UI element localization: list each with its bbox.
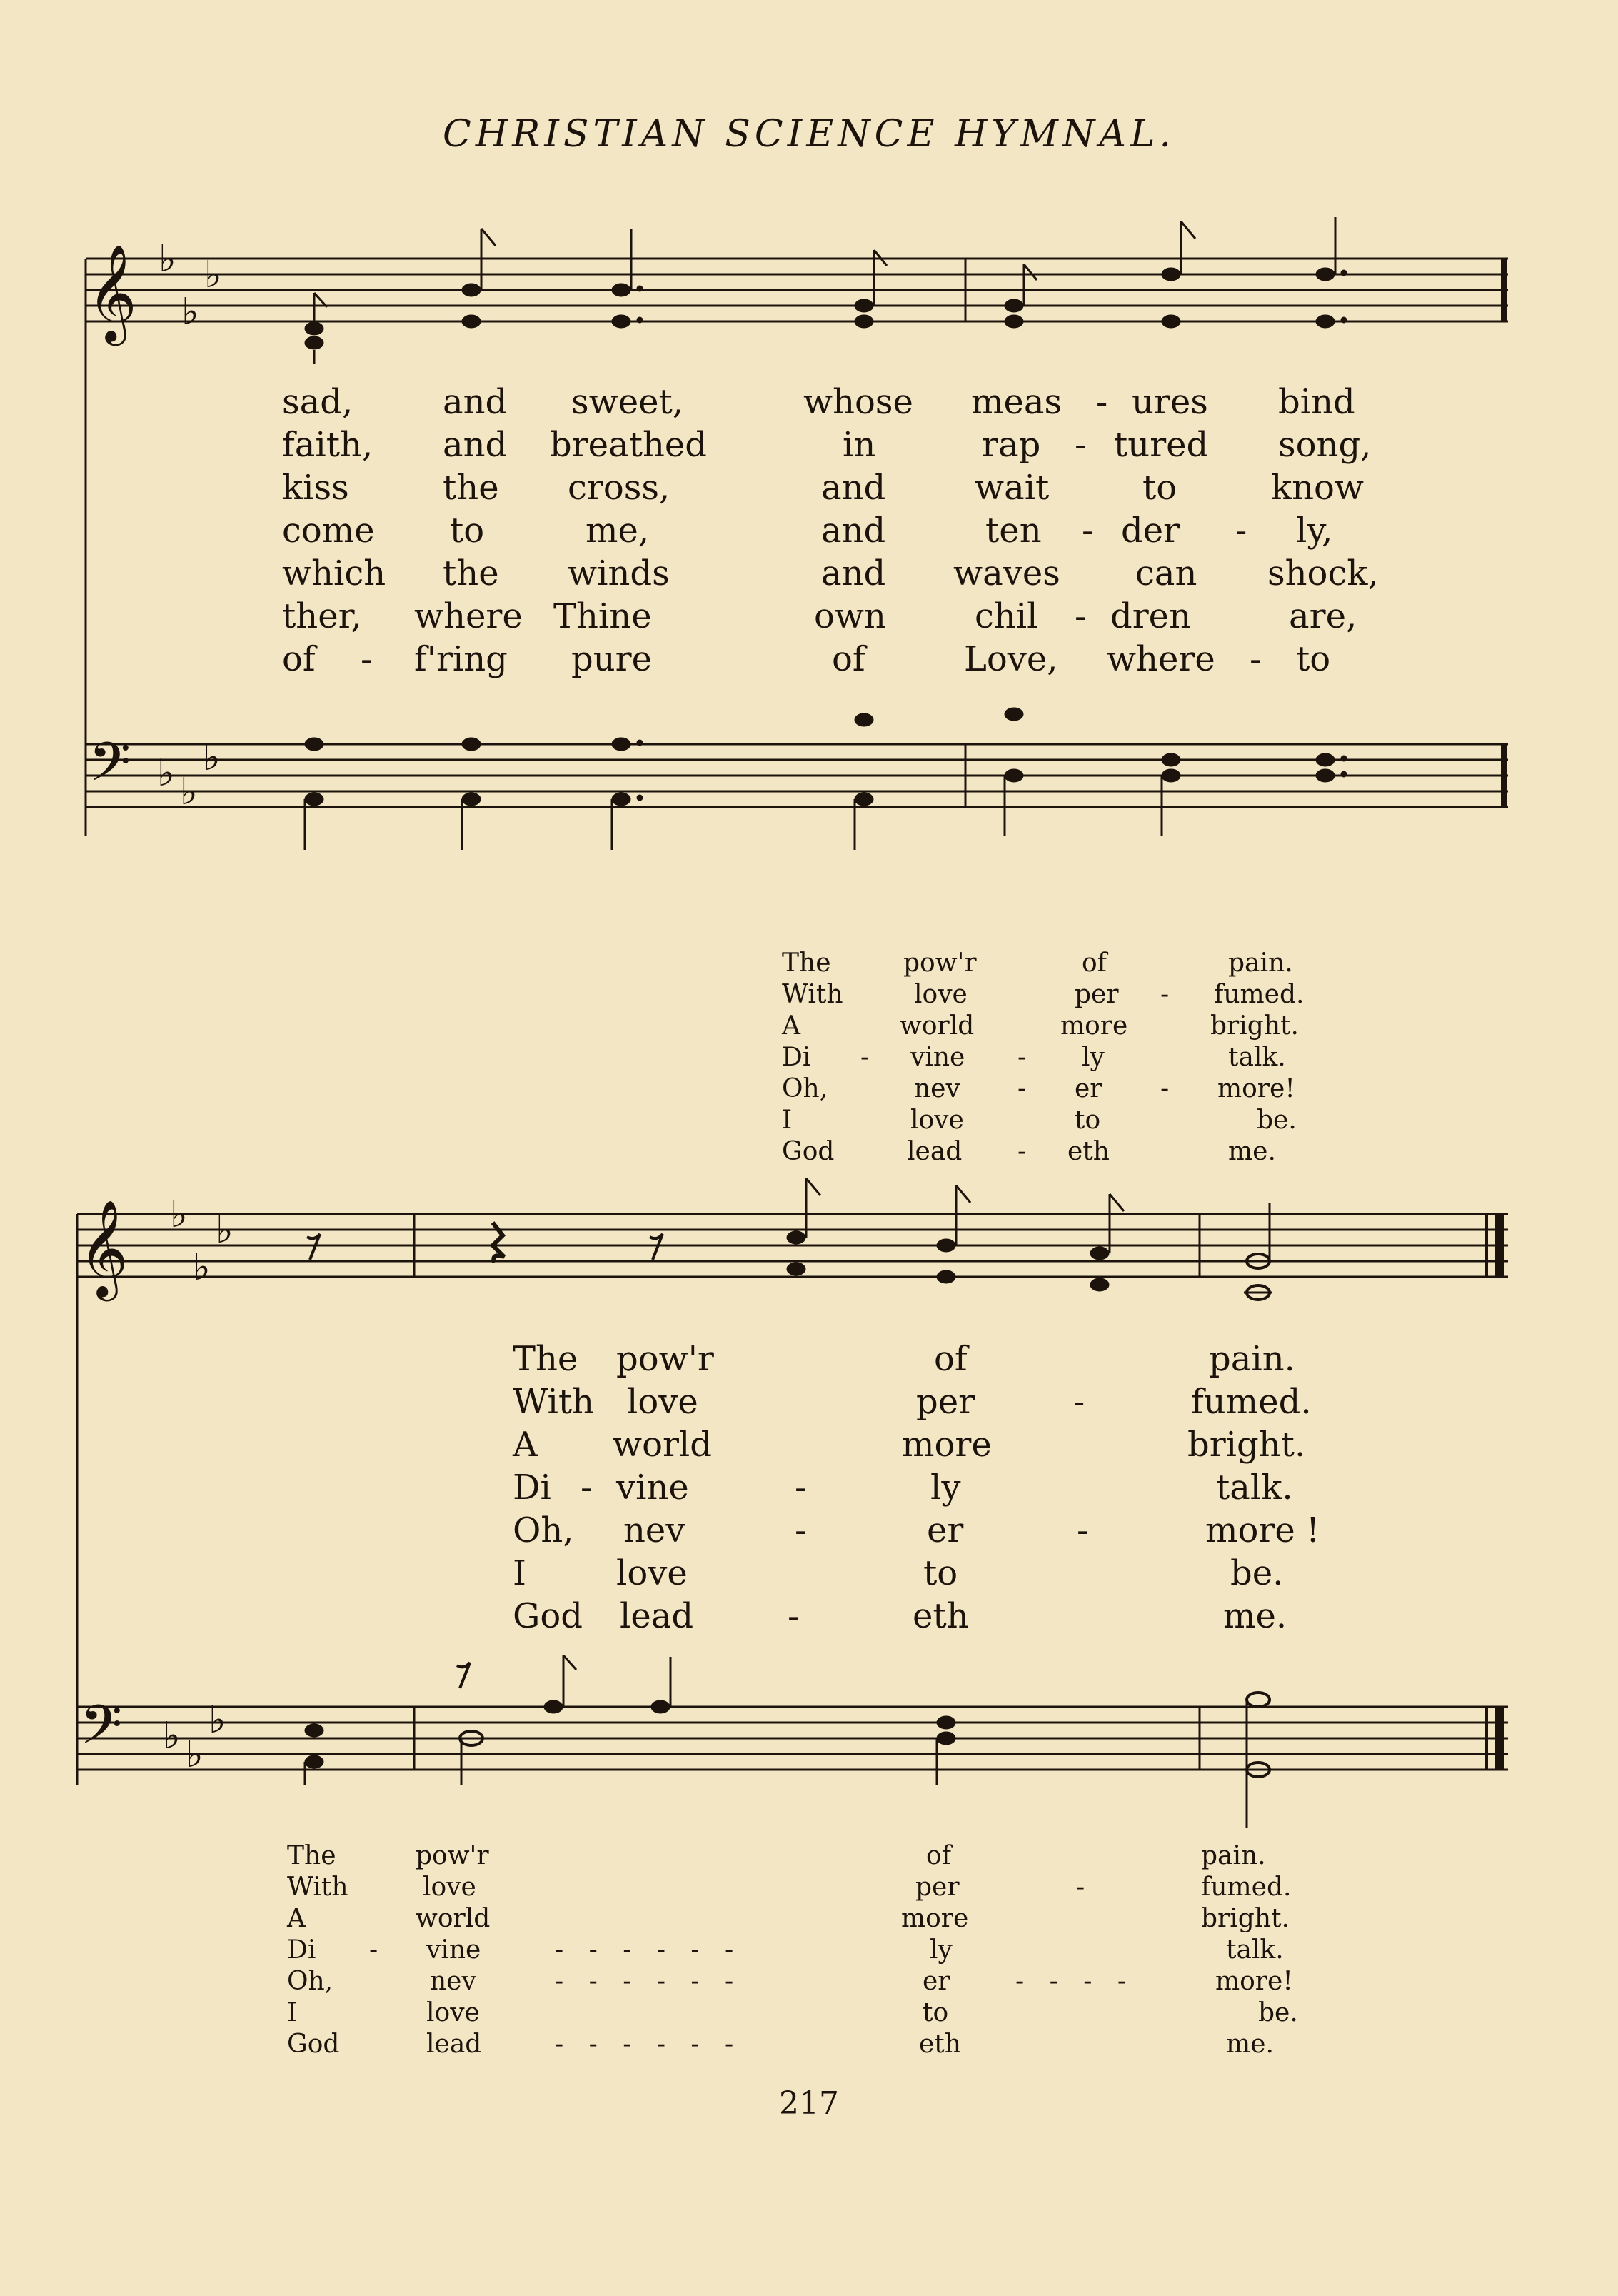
system1-bass-staff	[0, 686, 1618, 871]
treble-clef-icon: 𝄞	[87, 243, 137, 341]
flat-icon: ♭	[216, 1209, 233, 1252]
note-head	[462, 284, 481, 296]
note-head	[1316, 753, 1335, 766]
flat-icon: ♭	[193, 1246, 211, 1289]
note-head	[855, 299, 873, 312]
note-head	[1162, 268, 1180, 281]
flat-icon: ♭	[163, 1715, 181, 1758]
bass-clef-icon: 𝄢	[80, 1693, 123, 1770]
note-head	[612, 284, 630, 296]
note-head	[305, 738, 323, 751]
note-head	[305, 793, 323, 806]
note-head	[462, 738, 481, 751]
note-head	[612, 738, 630, 751]
note-head	[1316, 268, 1335, 281]
note-head	[855, 793, 873, 806]
note-head	[305, 1755, 323, 1768]
flat-icon: ♭	[157, 752, 175, 795]
note-head	[1162, 753, 1180, 766]
note-head	[1162, 769, 1180, 782]
note-head	[612, 793, 630, 806]
system2-bass-staff	[0, 1650, 1618, 1843]
note-head	[1090, 1247, 1109, 1260]
flat-icon: ♭	[159, 238, 176, 281]
note-head	[1005, 708, 1023, 721]
flat-icon: ♭	[203, 736, 221, 779]
flat-icon: ♭	[180, 771, 198, 813]
note-head	[1005, 769, 1023, 782]
note-head	[462, 793, 481, 806]
note-head	[1005, 299, 1023, 312]
note-head	[937, 1716, 955, 1729]
note-head	[855, 713, 873, 726]
note-head	[937, 1239, 955, 1252]
note-head	[937, 1732, 955, 1745]
note-head	[544, 1700, 563, 1713]
note-head	[787, 1231, 805, 1244]
note-head	[305, 1724, 323, 1737]
page-number: 217	[779, 2085, 839, 2122]
note-head	[651, 1700, 670, 1713]
treble-clef-icon: 𝄞	[79, 1198, 129, 1297]
flat-icon: ♭	[208, 1699, 226, 1742]
bass-clef-icon: 𝄢	[89, 731, 131, 807]
hymn-page: CHRISTIAN SCIENCE HYMNAL. 𝄞 ♭ ♭ ♭ sad, and sweet, whose meas - ures bind faith, and breathed in rap - tured song, kiss the cross, and wait to know come to me, and ten - der - ly, which the winds and waves can shock, ther, where Thine own chil - dren are, of - f'ring pure of Love, where - to 𝄢 ♭ ♭ ♭ The pow'r of pain. With love per - fumed. A world more bright. Di - vine - ly talk. Oh, nev - er - more! I love to be. God lead - eth me. 𝄞 ♭ ♭ ♭ The pow'r of pain. With love per - fumed. A world more bright. Di - vine - ly talk. Oh, nev - er - more ! I love to be. God lead - eth me. 𝄢 ♭ ♭ ♭ The pow'r of pain. With love per - fumed. A world more bright. Di - vine - - - - - - ly talk. Oh, nev - - - - - - er - - - - more! I love to be. God lead - - - - - - eth me. 217	[0, 0, 1618, 2296]
note-head	[1247, 1693, 1270, 1707]
running-head: CHRISTIAN SCIENCE HYMNAL.	[443, 113, 1175, 156]
flat-icon: ♭	[181, 291, 199, 334]
flat-icon: ♭	[204, 254, 222, 296]
flat-icon: ♭	[186, 1733, 203, 1776]
note-head	[1316, 769, 1335, 782]
flat-icon: ♭	[170, 1193, 188, 1236]
